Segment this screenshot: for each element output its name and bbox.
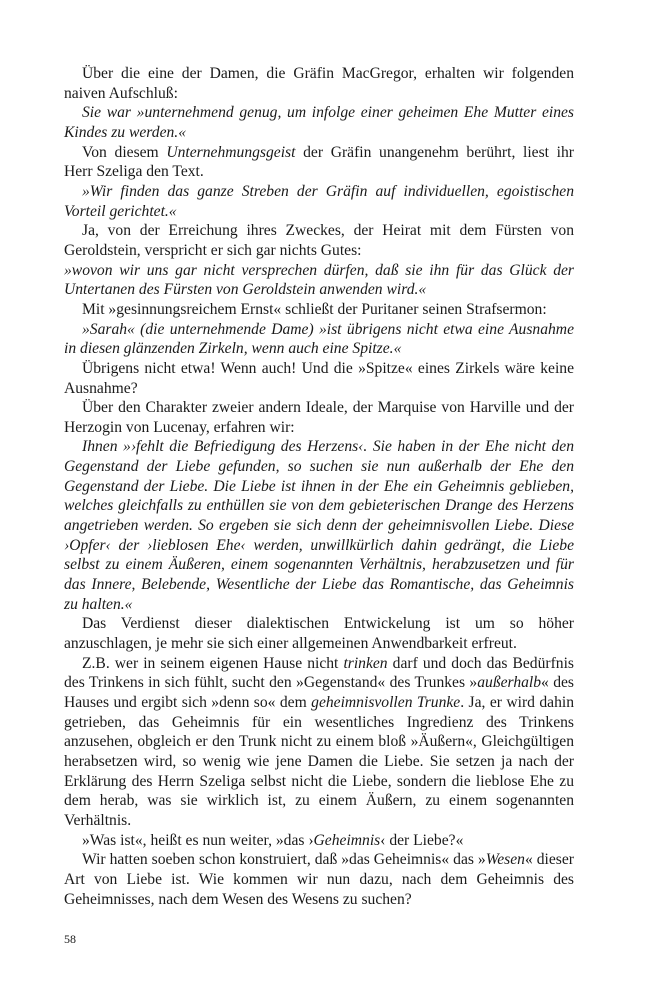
text-run: Wir hatten soeben schon konstruiert, daß »das Geheimnis« das » [82,851,486,869]
text-run: ‹ der Liebe?« [380,831,464,849]
text-run: Über die eine der Damen, die Gräfin MacGregor, erhalten wir folgenden naiven Aufschluß: [64,65,574,102]
paragraph [64,103,574,142]
italic-text: Unternehmungsgeist [166,143,296,161]
paragraph [64,182,574,221]
italic-text: »Wir finden das ganze Streben der Gräfin auf individuellen, egoistischen Vorteil gerichtet.« [64,182,574,220]
paragraph [64,654,574,831]
italic-text: trinken [343,654,388,672]
italic-text: außerhalb [477,674,542,692]
paragraph [64,437,574,614]
text-run: Von diesem [82,143,167,161]
paragraph [64,221,574,260]
italic-text: »wovon wir uns gar nicht versprechen dürfen, daß sie ihn für das Glück der Untertanen des Fürsten von Geroldstein anwenden wird.« [64,261,574,299]
paragraph [64,300,574,320]
text-run: der Gräfin unangenehm berührt, liest ihr Herr Szeliga den Text. [64,143,574,181]
paragraph [64,359,574,398]
text-run: Mit »gesinnungsreichem Ernst« schließt der Puritaner seinen Strafsermon: [82,300,547,318]
paragraph [64,261,574,300]
paragraph [64,143,574,182]
italic-text: Wesen [485,851,525,869]
paragraph [64,398,574,437]
text-run: darf und doch das Bedürfnis des Trinkens in sich fühlt, sucht den »Gegenstand« des Trunkes » [64,654,574,692]
text-run: Über den Charakter zweier andern Ideale, der Marquise von Harville und der Herzogin von Lucenay, erfahren wir: [64,399,574,436]
italic-text: »Sarah« (die unternehmende Dame) »ist übrigens nicht etwa eine Ausnahme in diesen glänzenden Zirkeln, wenn auch eine Spitze.« [64,320,574,358]
italic-text: Sie war »unternehmend genug, um infolge einer geheimen Ehe Mutter eines Kindes zu werden.« [64,104,574,141]
paragraph [64,831,574,851]
page-number: 58 [64,932,76,946]
text-run: « dieser Art von Liebe ist. Wie kommen wir nun dazu, nach dem Geheimnis des Geheimnisses, nach dem Wesen des Wesens zu suchen? [64,851,574,908]
text-run: Z.B. wer in seinem eigenen Hause nicht [82,654,344,672]
text-run: Ja, von der Erreichung ihres Zweckes, der Heirat mit dem Fürsten von Geroldstein, verspricht er sich gar nichts Gutes: [64,222,574,259]
text-run: Übrigens nicht etwa! Wenn auch! Und die »Spitze« eines Zirkels wäre keine Ausnahme? [64,359,574,397]
text-run: « des Hauses und ergibt sich »denn so« dem [64,674,575,711]
text-run: Das Verdienst dieser dialektischen Entwickelung ist um so höher anzuschlagen, je mehr sie sich einer allgemeinen Anwendbarkeit erfreut. [64,615,574,653]
text-run: »Was ist«, heißt es nun weiter, »das › [82,831,314,849]
italic-text: geheimnisvollen Trunke [311,694,461,711]
italic-text: Geheimnis [313,831,381,849]
text-run: . Ja, er wird dahin getrieben, das Geheimnis für ein wesentliches Ingredienz des Trinkens anzusehen, obgleich er den Trunk nicht zu einem bloß »Äußern«, Gleichgültigen herabsetzen wird, so wenig wie jene Damen die Liebe. Sie setzen ja nach der Erklärung des Herrn Szeliga selbst nicht die Liebe, sondern die lieblose Ehe zu dem herab, was sie wirklich ist, zu einem Äußern, zu einem sogenannten Verhältnis. [64,694,574,829]
paragraph [64,64,574,103]
italic-text: Ihnen »›fehlt die Befriedigung des Herzens‹. Sie haben in der Ehe nicht den Gegenstand der Liebe gefunden, so suchen sie nun außerhalb der Ehe den Gegenstand der Liebe. Die Liebe ist ihnen in der Ehe ein Geheimnis geblieben, welches gleichfalls zu enthüllen sie von dem gebieterischen Drange des Herzens angetrieben werden. So ergeben sie sich denn der geheimnisvollen Liebe. Diese ›Opfer‹ der ›lieblosen Ehe‹ werden, unwillkürlich dahin gedrängt, die Liebe selbst zu einem Äußeren, einem sogenannten Verhältnis, herabzusetzen und für das Innere, Belebende, Wesentliche der Liebe das Romantische, das Geheimnis zu halten.« [64,438,574,613]
paragraph [64,614,574,653]
paragraph [64,850,574,909]
paragraph [64,320,574,359]
page-body [64,64,574,909]
